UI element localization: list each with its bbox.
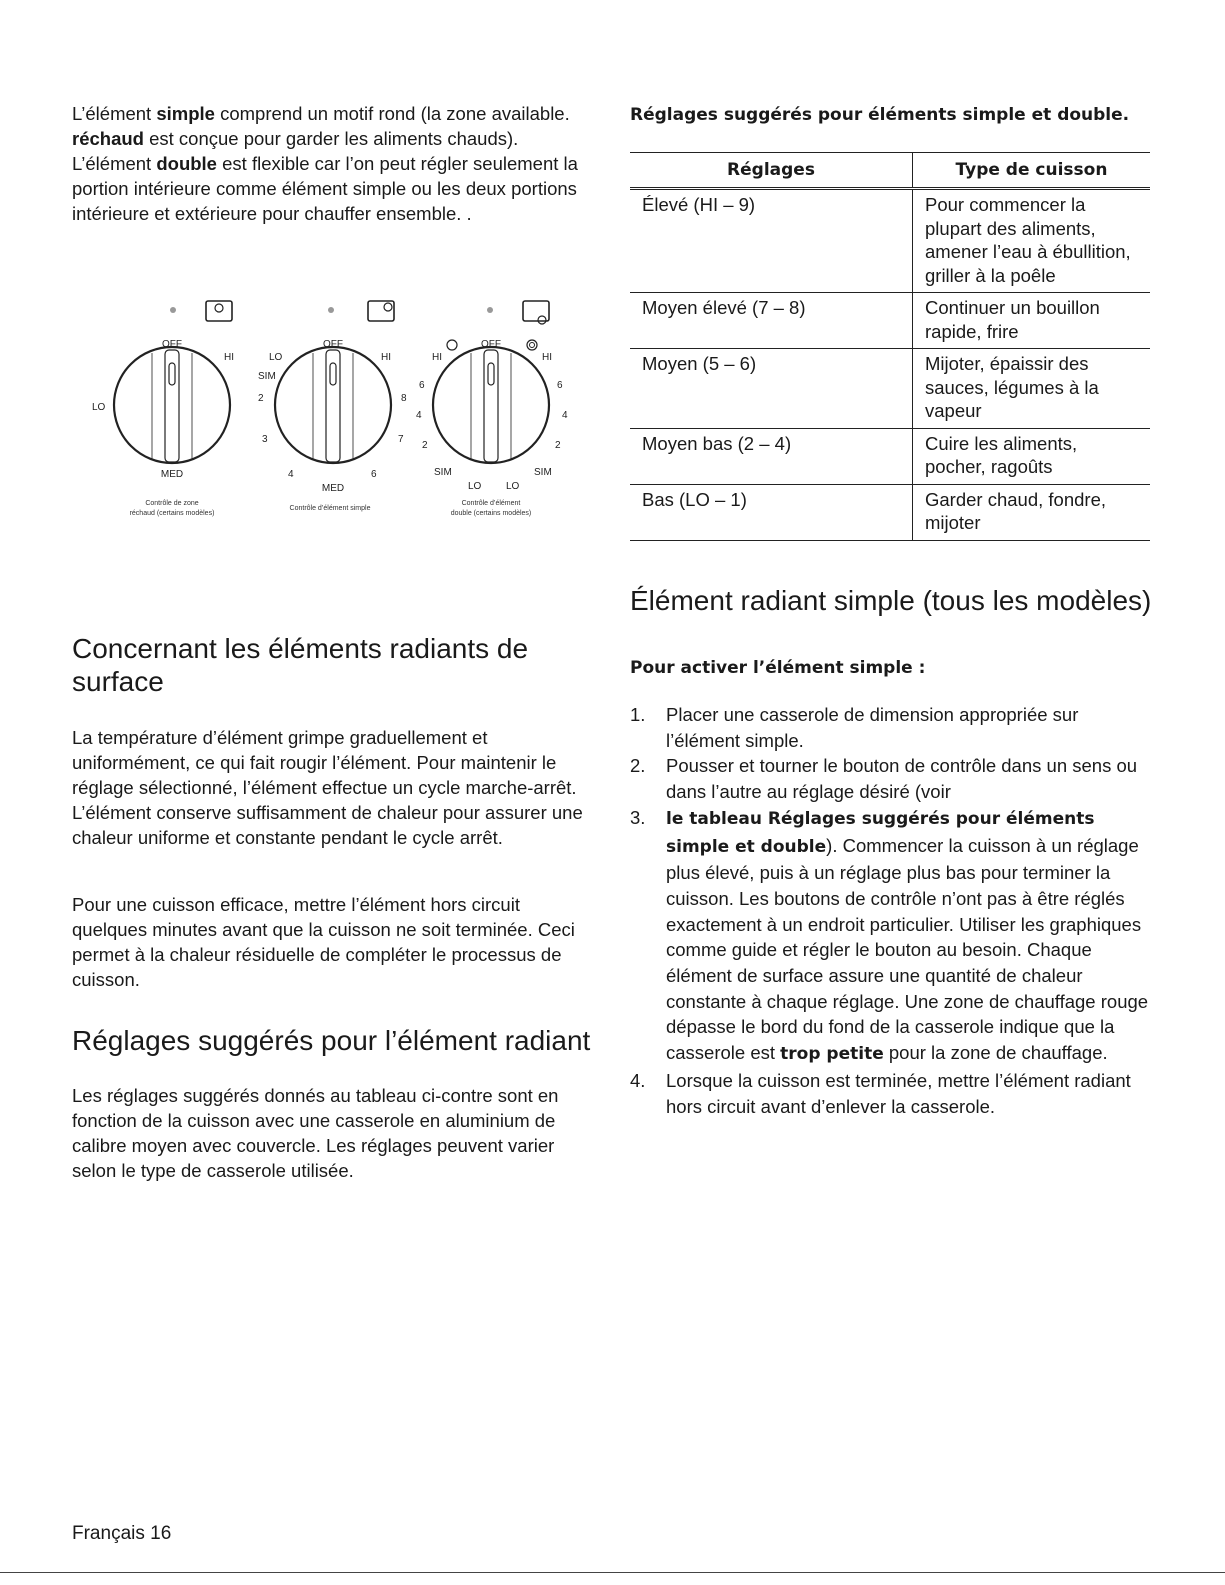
bottom-rule	[0, 1572, 1225, 1573]
sub-heading: Pour activer l’élément simple :	[630, 658, 926, 678]
list-number: 3.	[630, 806, 646, 828]
label-8: 8	[401, 393, 407, 404]
label-3: 3	[262, 434, 268, 445]
label-hi: HI	[381, 352, 391, 363]
list-number: 4.	[630, 1069, 646, 1091]
instruction-list	[630, 702, 1150, 1119]
knob-dial	[433, 347, 549, 463]
label-2-right: 2	[555, 440, 561, 451]
dual-element-knob	[416, 301, 568, 517]
label-med: MED	[321, 483, 345, 494]
knob-grip	[326, 350, 340, 462]
single-zone-icon	[447, 340, 457, 350]
table-header-row	[630, 153, 1150, 189]
indicator-light-icon	[170, 307, 176, 313]
label-sim: SIM	[258, 371, 276, 382]
section-heading: Élément radiant simple (tous les modèles)	[630, 585, 1152, 616]
column-header: Réglages	[630, 153, 913, 189]
intro-bold-simple: simple	[156, 103, 215, 124]
table-row	[630, 484, 1150, 540]
label-hi: HI	[224, 352, 234, 363]
label-lo-right: LO	[506, 481, 520, 492]
label-4: 4	[288, 469, 294, 480]
intro-bold-rechaud: réchaud	[72, 128, 144, 149]
knob-dial	[275, 347, 391, 463]
list-item	[630, 1068, 1150, 1119]
label-7: 7	[398, 434, 404, 445]
knob-grip	[484, 350, 498, 462]
knob-caption: Contrôle de zone	[145, 500, 199, 507]
label-lo: LO	[269, 352, 283, 363]
knob-grip	[165, 350, 179, 462]
label-2: 2	[258, 393, 264, 404]
table-cell: Garder chaud, fondre, mijoter	[913, 484, 1151, 540]
section-heading: Réglages suggérés pour l’élément radiant	[72, 1025, 591, 1056]
list-bold-text: trop petite	[780, 1044, 884, 1065]
intro-paragraph	[72, 101, 592, 226]
paragraph: La température d’élément grimpe graduellement et uniformément, ce qui fait rougir l’élément. Pour maintenir le réglage sélectionné, l’élément effectue un cycle marche-arrêt. L’élément conserve suffisamment de chaleur pour assurer une chaleur uniforme et constante pendant le cycle arrêt.	[72, 727, 583, 848]
label-4-left: 4	[416, 410, 422, 421]
knob-caption: Contrôle d’élément	[461, 500, 521, 507]
label-6-right: 6	[557, 380, 563, 391]
page-footer: Français 16	[72, 1523, 172, 1544]
list-bold-text: le tableau Réglages suggérés pour éléments simple et double	[666, 808, 1095, 857]
paragraph: Pour une cuisson efficace, mettre l’élément hors circuit quelques minutes avant que la cuisson ne soit terminée. Ceci permet à la chaleur résiduelle de compléter le processus de cuisson.	[72, 894, 575, 990]
label-lo-left: LO	[468, 481, 482, 492]
label-med: MED	[160, 469, 184, 480]
indicator-light-icon	[328, 307, 334, 313]
list-text: Placer une casserole de dimension appropriée sur l’élément simple.	[666, 704, 1079, 751]
list-number: 1.	[630, 704, 646, 725]
knob-caption: réchaud (certains modèles)	[129, 510, 215, 517]
intro-text: est conçue pour garder les aliments chauds). L’élément	[72, 128, 519, 174]
table-cell: Pour commencer la plupart des aliments, amener l’eau à ébullition, griller à la poêle	[913, 189, 1151, 293]
table-cell: Continuer un bouillon rapide, frire	[913, 293, 1151, 349]
table-row	[630, 189, 1150, 293]
label-4-right: 4	[562, 410, 568, 421]
list-text: Lorsque la cuisson est terminée, mettre l’élément radiant hors circuit avant d’enlever la casserole.	[666, 1069, 1131, 1117]
intro-text: est flexible car l’on peut régler seulement la portion intérieure comme élément simple ou les deux portions intérieure et extérieure pour chauffer ensemble. .	[72, 153, 578, 224]
section-heading: Concernant les éléments radiants de surface	[72, 633, 529, 697]
list-number: 2.	[630, 755, 646, 777]
list-text: pour la zone de chauffage.	[883, 1042, 1108, 1064]
label-hi-left: HI	[432, 352, 442, 363]
knob-dial	[114, 347, 230, 463]
intro-text: comprend un motif rond (la zone available.	[214, 103, 570, 124]
label-6: 6	[371, 469, 377, 480]
table-row	[630, 349, 1150, 429]
list-text: Pousser et tourner le bouton de contrôle dans un sens ou dans l’autre au réglage désiré (voir	[666, 755, 1138, 803]
label-hi-right: HI	[542, 352, 552, 363]
table-row	[630, 428, 1150, 484]
table-cell: Bas (LO – 1)	[630, 484, 913, 540]
paragraph: Les réglages suggérés donnés au tableau ci-contre sont en fonction de la cuisson avec une casserole en aluminium de calibre moyen avec couvercle. Les réglages peuvent varier selon le type de casserole utilisée.	[72, 1085, 559, 1181]
table-cell: Moyen (5 – 6)	[630, 349, 913, 429]
label-off: OFF	[162, 339, 182, 350]
table-cell: Mijoter, épaissir des sauces, légumes à la vapeur	[913, 349, 1151, 429]
label-6-left: 6	[419, 380, 425, 391]
knob-caption: Contrôle d’élément simple	[289, 505, 371, 512]
dual-zone-icon	[527, 340, 537, 350]
control-knobs-illustration	[72, 295, 592, 535]
column-header: Type de cuisson	[913, 153, 1151, 189]
table-title: Réglages suggérés pour éléments simple et double.	[630, 105, 1130, 125]
intro-text: L’élément	[72, 103, 157, 124]
table-cell: Moyen bas (2 – 4)	[630, 428, 913, 484]
table-cell: Moyen élevé (7 – 8)	[630, 293, 913, 349]
table-cell: Cuire les aliments, pocher, ragoûts	[913, 428, 1151, 484]
table-row	[630, 293, 1150, 349]
label-off: OFF	[323, 339, 343, 350]
label-sim-right: SIM	[534, 467, 552, 478]
label-lo: LO	[92, 402, 106, 413]
intro-bold-double: double	[156, 153, 217, 174]
knob-caption: double (certains modèles)	[450, 510, 532, 517]
list-item	[630, 702, 1150, 753]
indicator-light-icon	[487, 307, 493, 313]
label-2-left: 2	[422, 440, 428, 451]
settings-table	[630, 152, 1150, 541]
table-cell: Élevé (HI – 9)	[630, 189, 913, 293]
list-item	[630, 805, 1150, 1068]
list-text: ). Commencer la cuisson à un réglage plus élevé, puis à un réglage plus bas pour terminer la cuisson. Les boutons de contrôle n’ont pas à être réglés exactement à un endroit particulier. Utiliser les graphiques comme guide et régler le bouton au besoin. Chaque élément de surface assure une quantité de chaleur constante à chaque réglage. Une zone de chauffage rouge dépasse le bord du fond de la casserole indique que la casserole est	[666, 834, 1149, 1064]
list-item	[630, 753, 1150, 804]
warming-zone-knob	[92, 301, 234, 517]
single-element-knob	[258, 301, 407, 512]
label-off: OFF	[481, 339, 501, 350]
label-sim-left: SIM	[434, 467, 452, 478]
